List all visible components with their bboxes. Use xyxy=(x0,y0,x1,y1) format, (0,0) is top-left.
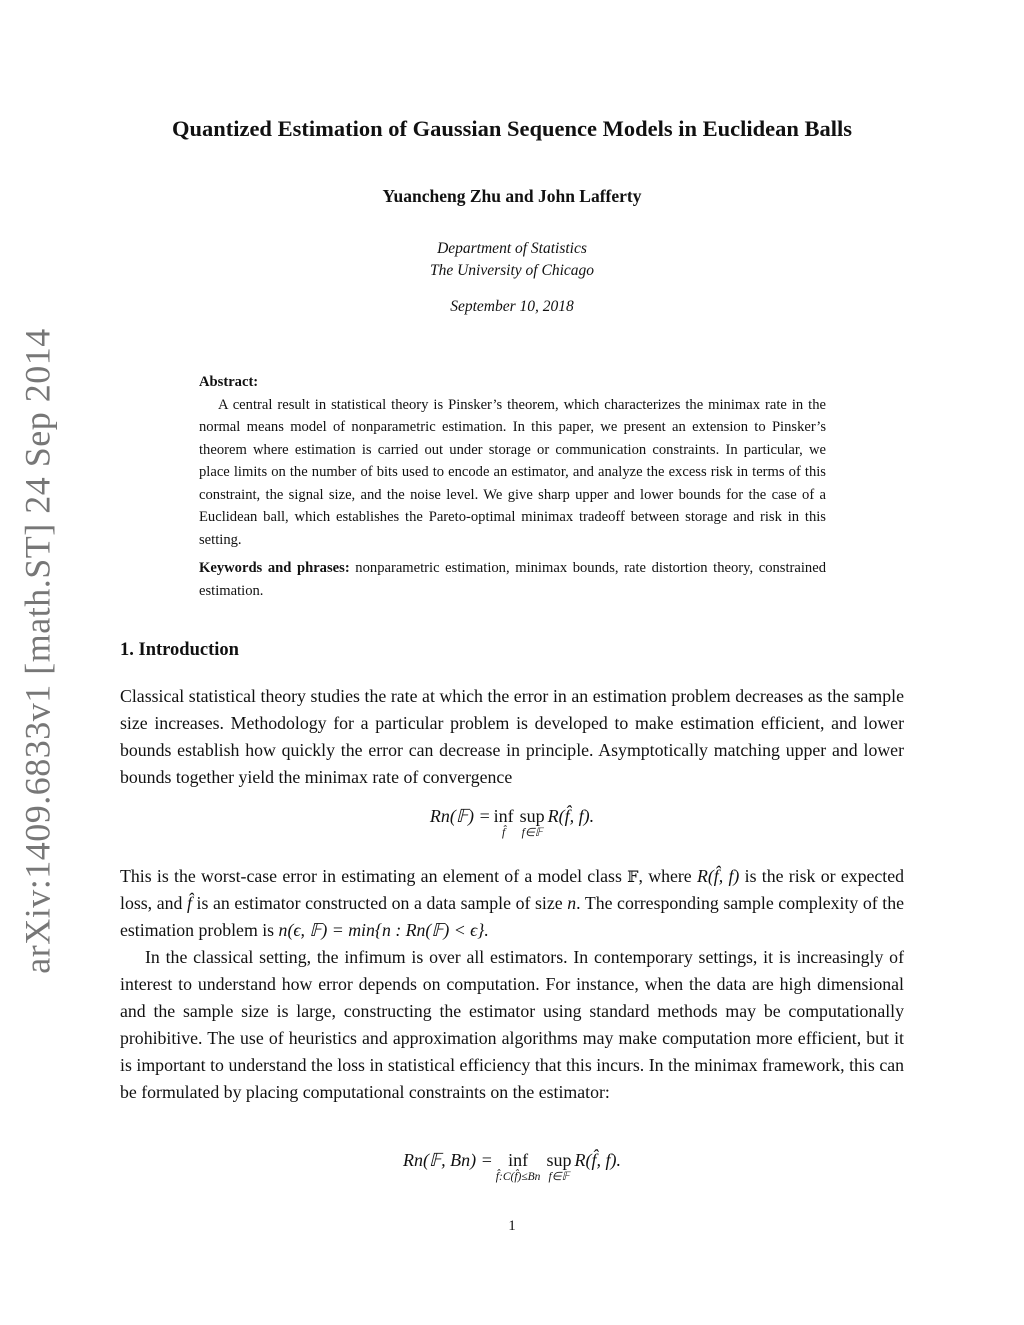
inline-model-class: 𝔽 xyxy=(627,867,639,886)
p2-text-b: , where xyxy=(638,866,692,886)
eq1-lhs: Rn(𝔽) = xyxy=(429,806,491,826)
author-department: Department of Statistics xyxy=(437,240,587,257)
keywords-text: nonparametric estimation, minimax bounds, rate distortion theory, constrained estimation. xyxy=(199,560,827,599)
eq2-sup-subscript: f∈𝔽 xyxy=(548,1171,570,1183)
equation-minimax-rate xyxy=(0,806,1024,839)
intro-paragraph-3: In the classical setting, the infimum is over all estimators. In contemporary settings, it is increasingly of interest to understand how error depends on computation. For instance, when the data are high dimensional and the sample size is large, constructing the estimator using standard methods may be computationally prohibitive. The use of heuristics and approximation algorithms may make computation more efficient, but it is important to understand the loss in statistical efficiency that this incurs. In the minimax framework, this can be formulated by placing computational constraints on the estimator: xyxy=(120,947,904,1102)
p2-text-a: This is the worst-case error in estimating an element of a model class xyxy=(120,866,622,886)
keywords-line xyxy=(199,557,826,602)
eq2-inf-subscript: f̂:C(f̂)≤Bn xyxy=(495,1171,541,1183)
page-number: 1 xyxy=(508,1218,516,1234)
intro-paragraph-2 xyxy=(120,863,904,944)
eq2-rhs: R(f̂, f). xyxy=(574,1150,621,1170)
abstract-block xyxy=(199,371,826,602)
p2-text-d: is an estimator constructed on a data sample of size xyxy=(196,893,563,913)
equation-constrained-minimax xyxy=(0,1150,1024,1183)
eq1-inf-subscript: f̂ xyxy=(502,827,506,839)
intro-paragraph-1: Classical statistical theory studies the rate at which the error in an estimation problem decreases as the sample size increases. Methodology for a particular problem is developed to make estimation efficient, and lower bounds establish how quickly the error can decrease in principle. Asymptotically matching upper and lower bounds together yield the minimax rate of convergence xyxy=(120,686,904,787)
abstract-heading: Abstract: xyxy=(199,374,259,390)
inline-sample-complexity: n(ϵ, 𝔽) = min{n : Rn(𝔽) < ϵ}. xyxy=(278,920,489,940)
eq2-sup-operator xyxy=(546,1150,571,1183)
abstract-text: A central result in statistical theory is Pinsker’s theorem, which characterizes the minimax rate in the normal means model of nonparametric estimation. In this paper, we present an extension to Pinsker’s theorem where estimation is carried out under storage or communication constraints. In particular, we place limits on the number of bits used to encode an estimator, and analyze the excess risk in terms of this constraint, the signal size, and the noise level. We give sharp upper and lower bounds for the case of a Euclidean ball, which establishes the Pareto-optimal minimax tradeoff between storage and risk in this setting. xyxy=(199,396,826,548)
eq2-sup: sup xyxy=(546,1150,572,1170)
p2-text-e: . The corresponding sample complexity of the estimation problem is xyxy=(120,893,905,940)
section-heading-introduction: 1. Introduction xyxy=(120,640,239,660)
eq1-sup-subscript: f∈𝔽 xyxy=(521,827,543,839)
inline-estimator: f̂ xyxy=(186,893,192,913)
eq1-sup: sup xyxy=(519,806,545,826)
inline-risk: R(f̂, f) xyxy=(697,866,740,886)
eq2-lhs: Rn(𝔽, Bn) = xyxy=(403,1150,493,1170)
eq1-inf-operator xyxy=(494,806,514,839)
eq2-inf: inf xyxy=(508,1150,529,1170)
paper-title: Quantized Estimation of Gaussian Sequence Models in Euclidean Balls xyxy=(171,116,853,141)
inline-sample-size: n xyxy=(567,893,577,913)
p2-text-c: is the risk or expected loss, and xyxy=(120,866,905,913)
eq1-sup-operator xyxy=(520,806,545,839)
eq1-rhs: R(f̂, f). xyxy=(547,806,595,826)
paper-date: September 10, 2018 xyxy=(450,298,574,315)
keywords-label: Keywords and phrases: xyxy=(199,560,350,576)
eq1-inf: inf xyxy=(493,806,514,826)
eq2-inf-operator xyxy=(496,1150,541,1183)
arxiv-identifier-text: arXiv:1409.6833v1 [math.ST] 24 Sep 2014 xyxy=(18,328,59,974)
author-university: The University of Chicago xyxy=(429,262,595,279)
paper-authors: Yuancheng Zhu and John Lafferty xyxy=(382,186,642,206)
arxiv-identifier xyxy=(10,328,66,974)
